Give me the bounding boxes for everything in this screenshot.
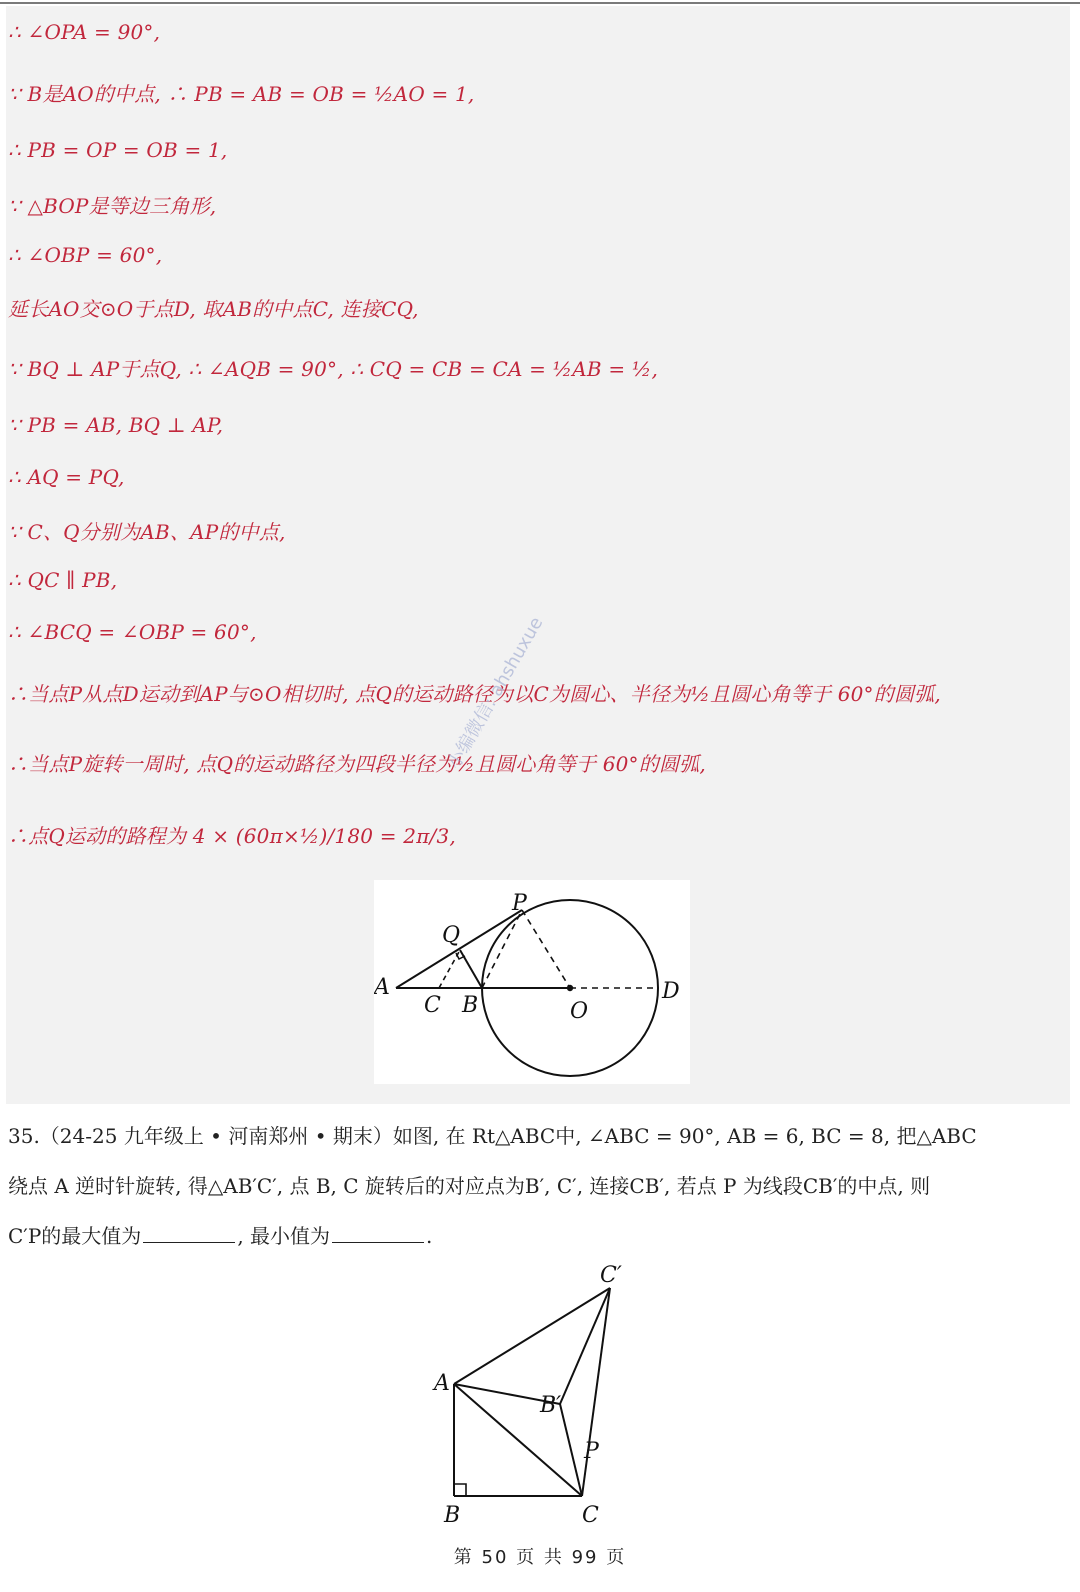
right-angle-b xyxy=(454,1484,466,1496)
label-p: P xyxy=(584,1439,599,1464)
label-q: Q xyxy=(442,923,461,948)
question-end: . xyxy=(426,1224,433,1248)
label-c-prime: C′ xyxy=(600,1263,622,1288)
label-b-prime: B′ xyxy=(540,1393,562,1418)
label-a: A xyxy=(434,1371,450,1396)
top-rule xyxy=(0,2,1080,4)
segment-ac-prime xyxy=(454,1288,610,1384)
solution-line-10: ∵ C、Q分别为AB、AP的中点, xyxy=(8,520,286,544)
label-b: B xyxy=(444,1503,461,1528)
solution-line-4: ∵ △BOP是等边三角形, xyxy=(8,194,217,218)
answer-blank-min[interactable] xyxy=(332,1224,424,1243)
segment-ac xyxy=(454,1384,582,1496)
answer-blank-max[interactable] xyxy=(143,1224,235,1243)
question-line-2: 绕点 A 逆时针旋转, 得△AB′C′, 点 B, C 旋转后的对应点为B′, C′, 连接CB′, 若点 P 为线段CB′的中点, 则 xyxy=(8,1174,931,1198)
solution-line-8: ∵ PB = AB, BQ ⊥ AP, xyxy=(8,413,224,437)
label-c: C xyxy=(582,1503,599,1528)
figure-circle-tangent xyxy=(374,880,690,1084)
solution-line-1: ∴ ∠OPA = 90°, xyxy=(8,20,161,44)
solution-line-13: ∴当点P从点D运动到AP与⊙O相切时, 点Q的运动路径为以C为圆心、半径为½且圆心角等于 60°的圆弧, xyxy=(8,682,941,706)
solution-line-14: ∴当点P旋转一周时, 点Q的运动路径为四段半径为½且圆心角等于 60°的圆弧, xyxy=(8,752,706,776)
segment-po xyxy=(522,910,570,988)
label-d: D xyxy=(662,979,680,1004)
label-o: O xyxy=(570,999,589,1024)
watermark: 小编微信: ahshuxue xyxy=(443,613,548,773)
question-max-label: C′P的最大值为 xyxy=(8,1224,142,1248)
label-b: B xyxy=(462,993,479,1018)
solution-line-12: ∴ ∠BCQ = ∠OBP = 60°, xyxy=(8,620,257,644)
solution-line-7: ∵ BQ ⊥ AP于点Q, ∴ ∠AQB = 90°, ∴ CQ = CB = CA = ½AB = ½, xyxy=(8,357,659,381)
solution-line-15: ∴点Q运动的路程为 4 × (60π×½)/180 = 2π/3, xyxy=(8,824,456,848)
label-c: C xyxy=(424,993,441,1018)
solution-line-9: ∴ AQ = PQ, xyxy=(8,465,125,489)
solution-line-2: ∵ B是AO的中点, ∴ PB = AB = OB = ½AO = 1, xyxy=(8,82,475,106)
solution-line-11: ∴ QC ∥ PB, xyxy=(8,568,118,592)
label-a: A xyxy=(374,975,390,1000)
center-dot-o xyxy=(567,985,573,991)
question-line-1: 35.（24-25 九年级上 • 河南郑州 • 期末）如图, 在 Rt△ABC中, ∠ABC = 90°, AB = 6, BC = 8, 把△ABC xyxy=(8,1124,977,1148)
solution-line-5: ∴ ∠OBP = 60°, xyxy=(8,243,163,267)
question-line-3 xyxy=(8,1220,432,1249)
page-footer: 第 50 页 共 99 页 xyxy=(453,1547,627,1568)
segment-bq xyxy=(460,950,482,988)
solution-line-6: 延长AO交⊙O于点D, 取AB的中点C, 连接CQ, xyxy=(8,297,419,321)
figure-rotated-triangle xyxy=(430,1258,650,1528)
solution-line-3: ∴ PB = OP = OB = 1, xyxy=(8,138,228,162)
segment-ap xyxy=(396,910,522,988)
label-p: P xyxy=(512,891,527,916)
question-min-label: , 最小值为 xyxy=(237,1224,331,1248)
segment-cb-prime xyxy=(560,1404,582,1496)
